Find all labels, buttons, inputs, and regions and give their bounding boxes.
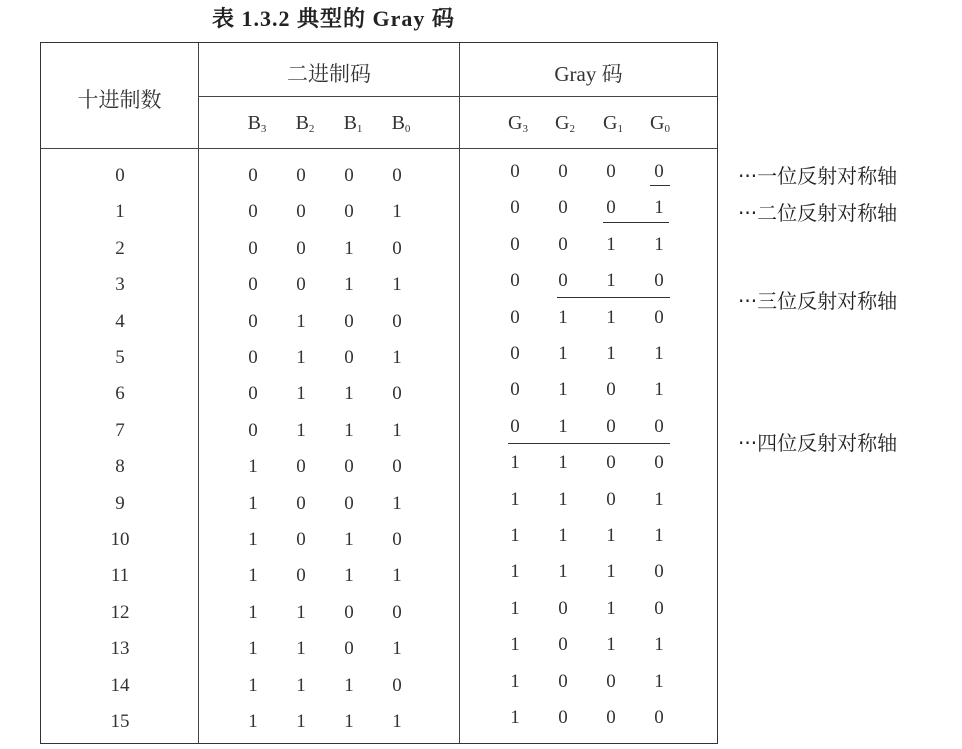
note-axis-1bit: ···一位反射对称轴: [738, 164, 898, 188]
binary-bit-value: 0: [344, 638, 354, 660]
gray-bit-value: 1: [510, 670, 520, 692]
binary-bit-value: 0: [248, 347, 258, 368]
binary-bit-value: 0: [392, 237, 402, 259]
binary-bit-value: 1: [344, 711, 354, 732]
gray-bit-value: 1: [654, 488, 664, 510]
gray-bit-label: $G_0$: [650, 112, 670, 135]
gray-bit-value: 1: [510, 561, 520, 583]
binary-bit-value: 1: [248, 492, 258, 514]
binary-bit-label: $B_2$: [295, 112, 315, 135]
gray-bit-value: 1: [510, 707, 520, 728]
binary-bit-value: 1: [296, 711, 306, 732]
gray-bit-value: 1: [606, 634, 616, 656]
gray-bit-value: 0: [606, 488, 616, 510]
gray-bit-value: 0: [510, 270, 520, 292]
binary-bit-value: 0: [248, 419, 258, 441]
binary-bit-value: 1: [296, 638, 306, 660]
gray-bit-value: 0: [558, 634, 568, 656]
gray-bit-value: 1: [558, 306, 568, 328]
binary-bit-value: 1: [248, 456, 258, 478]
gray-bit-value: 0: [654, 306, 664, 328]
binary-bit-value: 1: [248, 565, 258, 587]
gray-bit-value: 0: [558, 597, 568, 619]
binary-bit-value: 0: [296, 201, 306, 223]
decimal-value: 2: [115, 237, 125, 259]
binary-bit-value: 1: [392, 201, 402, 223]
gray-bit-value: 1: [654, 634, 664, 656]
gray-bit-value: 0: [510, 233, 520, 255]
binary-bit-value: 1: [296, 347, 306, 368]
gray-bit-value: 1: [510, 634, 520, 656]
header-binary: 二进制码: [287, 62, 371, 86]
header-gray: Gray 码: [554, 62, 623, 86]
decimal-value: 4: [115, 310, 125, 332]
reflection-axis-2bit: [603, 222, 669, 223]
binary-bit-value: 1: [392, 347, 402, 368]
gray-bit-value: 0: [510, 197, 520, 219]
gray-bit-value: 0: [654, 597, 664, 619]
binary-bit-value: 0: [344, 201, 354, 223]
gray-bit-value: 1: [558, 488, 568, 510]
decimal-value: 6: [115, 383, 125, 405]
gray-bit-value: 1: [558, 452, 568, 474]
binary-bit-value: 1: [344, 419, 354, 441]
gray-bit-value: 0: [606, 415, 616, 437]
gray-bit-value: 1: [558, 415, 568, 437]
gray-bit-value: 1: [654, 670, 664, 692]
gray-bit-value: 0: [558, 670, 568, 692]
gray-bit-value: 0: [654, 561, 664, 583]
binary-bit-value: 0: [296, 165, 306, 186]
binary-bit-value: 1: [296, 419, 306, 441]
binary-bit-value: 0: [392, 383, 402, 405]
table-title: 表 1.3.2 典型的 Gray 码: [212, 6, 455, 31]
gray-bit-value: 0: [606, 379, 616, 401]
binary-bit-value: 0: [392, 456, 402, 478]
binary-bit-value: 0: [296, 456, 306, 478]
binary-bit-value: 1: [344, 565, 354, 587]
binary-bit-value: 0: [248, 201, 258, 223]
binary-bit-value: 1: [344, 274, 354, 296]
gray-bit-value: 1: [510, 488, 520, 510]
binary-bit-value: 0: [296, 529, 306, 550]
header-subrule: [198, 96, 717, 97]
gray-bit-value: 0: [654, 270, 664, 292]
note-axis-4bit: ···四位反射对称轴: [738, 431, 898, 455]
decimal-value: 1: [115, 201, 125, 223]
gray-bit-value: 0: [510, 379, 520, 401]
gray-bit-label: $G_1$: [603, 112, 623, 135]
binary-bit-value: 0: [392, 310, 402, 332]
decimal-value: 9: [115, 492, 125, 514]
decimal-value: 11: [110, 565, 130, 587]
decimal-value: 0: [115, 165, 125, 186]
gray-bit-value: 0: [606, 161, 616, 182]
binary-bit-value: 0: [296, 274, 306, 296]
binary-bit-value: 0: [248, 237, 258, 259]
binary-bit-value: 1: [248, 711, 258, 732]
binary-bit-value: 1: [248, 529, 258, 550]
gray-bit-value: 1: [510, 525, 520, 546]
decimal-value: 10: [110, 529, 130, 550]
gray-bit-value: 0: [558, 707, 568, 728]
binary-bit-value: 0: [296, 565, 306, 587]
binary-bit-value: 1: [392, 565, 402, 587]
gray-bit-value: 0: [654, 415, 664, 437]
binary-bit-value: 0: [344, 456, 354, 478]
gray-bit-value: 1: [654, 343, 664, 364]
binary-bit-value: 1: [392, 638, 402, 660]
binary-bit-value: 1: [344, 383, 354, 405]
reflection-axis-3bit: [557, 297, 670, 298]
decimal-value: 5: [115, 347, 125, 368]
gray-bit-value: 1: [654, 379, 664, 401]
gray-bit-value: 0: [606, 452, 616, 474]
binary-bit-value: 1: [392, 711, 402, 732]
gray-bit-value: 1: [606, 233, 616, 255]
binary-bit-value: 1: [296, 383, 306, 405]
binary-bit-value: 1: [392, 274, 402, 296]
binary-bit-value: 1: [344, 237, 354, 259]
gray-bit-value: 0: [510, 343, 520, 364]
gray-bit-value: 0: [654, 452, 664, 474]
binary-bit-value: 0: [392, 529, 402, 550]
decimal-value: 14: [110, 674, 130, 696]
gray-bit-value: 0: [558, 161, 568, 182]
gray-bit-value: 0: [558, 270, 568, 292]
binary-bit-value: 0: [248, 310, 258, 332]
reflection-axis-1bit: [650, 185, 670, 186]
binary-bit-value: 0: [248, 383, 258, 405]
decimal-value: 13: [110, 638, 130, 660]
decimal-value: 3: [115, 274, 125, 296]
gray-bit-value: 1: [606, 597, 616, 619]
gray-bit-value: 0: [510, 161, 520, 182]
binary-bit-label: $B_1$: [343, 112, 363, 135]
binary-bit-value: 1: [248, 601, 258, 623]
gray-bit-value: 1: [558, 379, 568, 401]
gray-bit-value: 1: [558, 343, 568, 364]
binary-bit-value: 0: [296, 237, 306, 259]
binary-bit-value: 1: [296, 601, 306, 623]
binary-bit-value: 1: [248, 638, 258, 660]
gray-bit-value: 0: [510, 306, 520, 328]
binary-bit-value: 0: [392, 674, 402, 696]
header-decimal: 十进制数: [77, 88, 162, 112]
binary-bit-value: 0: [344, 310, 354, 332]
decimal-value: 12: [110, 601, 130, 623]
note-axis-3bit: ···三位反射对称轴: [738, 289, 898, 313]
decimal-value: 15: [110, 711, 130, 732]
binary-bit-value: 1: [392, 492, 402, 514]
gray-bit-value: 1: [606, 525, 616, 546]
binary-bit-value: 0: [344, 492, 354, 514]
gray-bit-label: $G_2$: [555, 112, 575, 135]
binary-bit-value: 0: [344, 347, 354, 368]
gray-bit-value: 1: [606, 270, 616, 292]
binary-bit-value: 0: [392, 165, 402, 186]
binary-bit-label: $B_3$: [247, 112, 267, 135]
binary-bit-value: 0: [248, 165, 258, 186]
binary-bit-value: 0: [344, 165, 354, 186]
gray-bit-value: 1: [558, 525, 568, 546]
reflection-axis-4bit: [508, 443, 670, 444]
gray-bit-value: 0: [654, 161, 664, 182]
gray-bit-value: 1: [654, 233, 664, 255]
gray-bit-value: 1: [510, 597, 520, 619]
binary-bit-value: 0: [344, 601, 354, 623]
binary-bit-value: 1: [344, 674, 354, 696]
gray-bit-value: 0: [558, 233, 568, 255]
gray-bit-value: 1: [558, 561, 568, 583]
gray-bit-value: 1: [606, 306, 616, 328]
gray-bit-value: 0: [558, 197, 568, 219]
binary-bit-value: 0: [248, 274, 258, 296]
gray-bit-value: 0: [606, 197, 616, 219]
binary-bit-label: $B_0$: [391, 112, 411, 135]
binary-bit-value: 1: [344, 529, 354, 550]
binary-bit-value: 1: [296, 310, 306, 332]
decimal-value: 8: [115, 456, 125, 478]
note-axis-2bit: ···二位反射对称轴: [738, 201, 898, 225]
binary-bit-value: 0: [392, 601, 402, 623]
binary-bit-value: 1: [248, 674, 258, 696]
header-bottom-rule: [41, 148, 717, 149]
gray-bit-value: 1: [606, 343, 616, 364]
gray-bit-label: $G_3$: [508, 112, 528, 135]
gray-bit-value: 1: [654, 197, 664, 219]
gray-bit-value: 0: [654, 707, 664, 728]
gray-bit-value: 0: [606, 707, 616, 728]
gray-bit-value: 1: [606, 561, 616, 583]
gray-bit-value: 1: [510, 452, 520, 474]
binary-bit-value: 0: [296, 492, 306, 514]
binary-bit-value: 1: [296, 674, 306, 696]
gray-bit-value: 1: [654, 525, 664, 546]
decimal-value: 7: [115, 419, 125, 441]
gray-bit-value: 0: [606, 670, 616, 692]
gray-bit-value: 0: [510, 415, 520, 437]
binary-bit-value: 1: [392, 419, 402, 441]
